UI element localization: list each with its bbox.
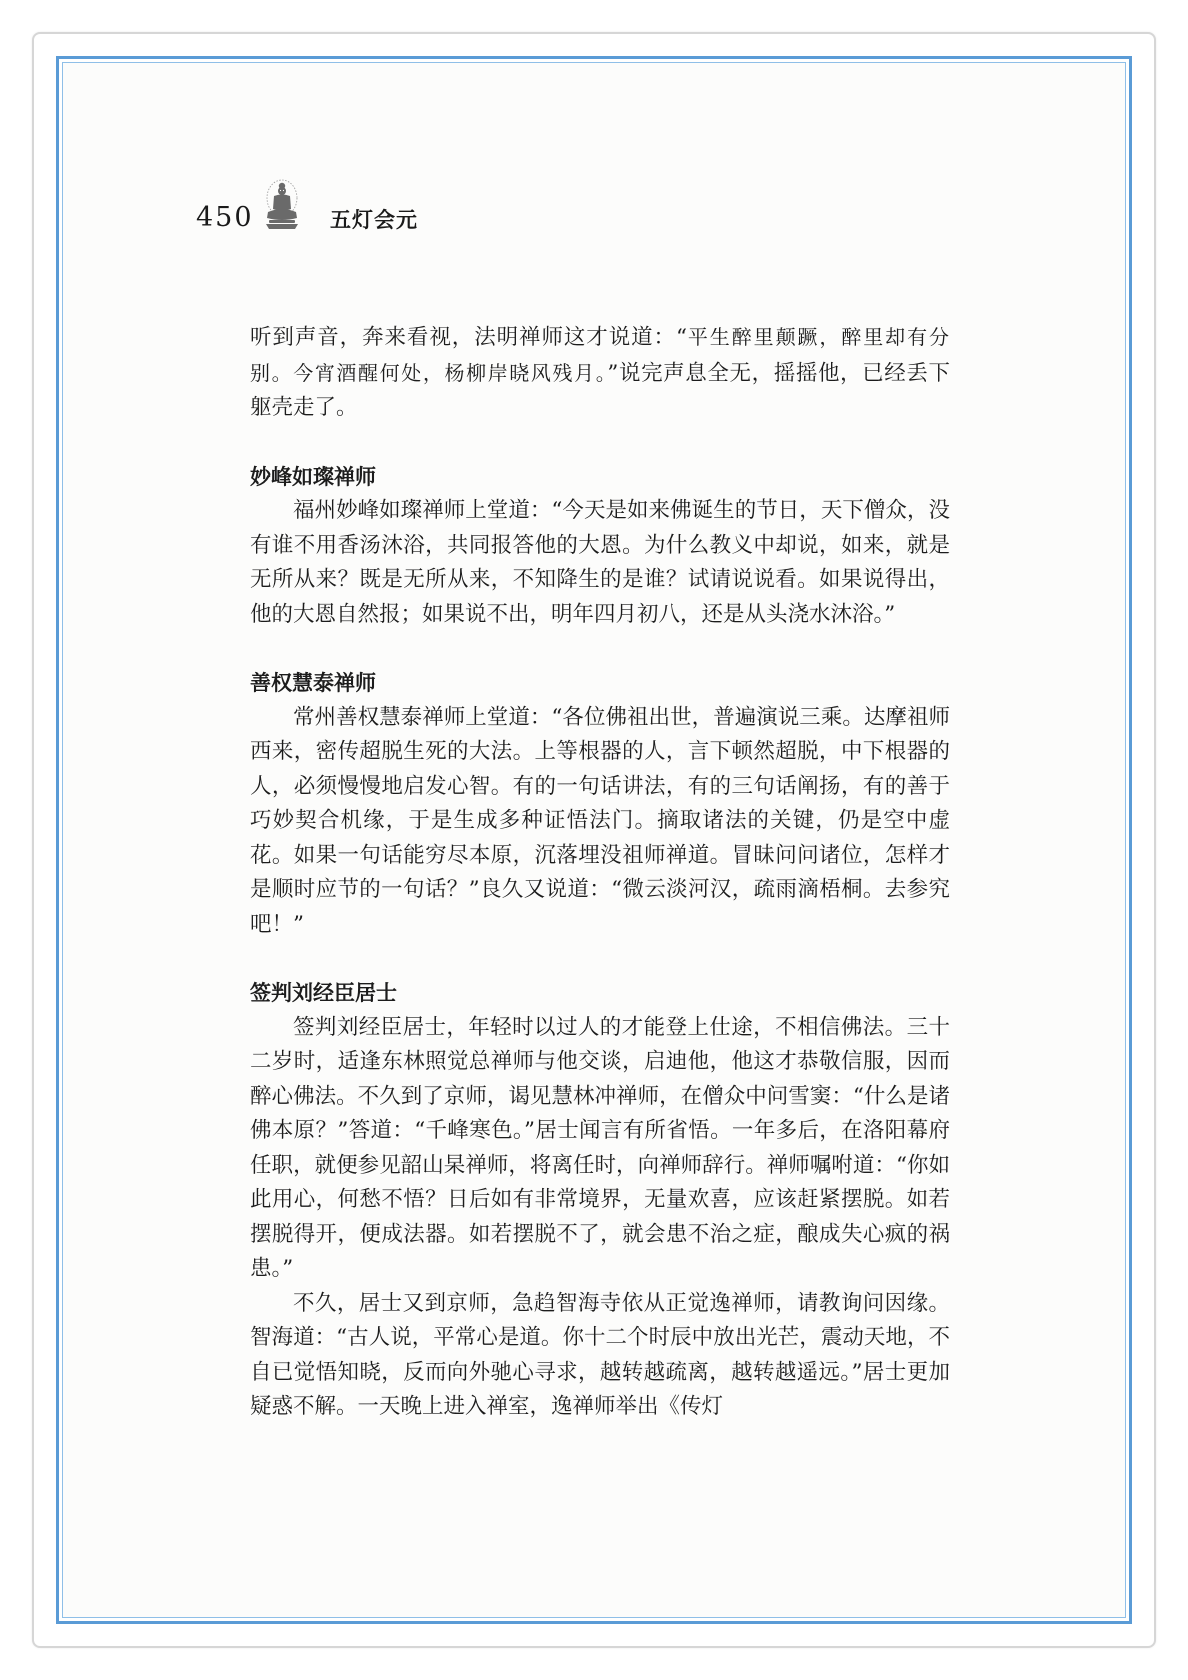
section-paragraph: 签判刘经臣居士，年轻时以过人的才能登上仕途，不相信佛法。三十二岁时，适逢东林照觉总禅师与他交谈，启迪他，他这才恭敬信服，因而醉心佛法。不久到了京师，谒见慧林冲禅师，在僧众中问雪窦：“什么是诸佛本原？”答道：“千峰寒色。”居士闻言有所省悟。一年多后，在洛阳幕府任职，就便参见韶山杲禅师，将离任时，向禅师辞行。禅师嘱咐道：“你如此用心，何愁不悟？日后如有非常境界，无量欢喜，应该赶紧摆脱。如若摆脱得开，便成法器。如若摆脱不了，就会患不治之症，酿成失心疯的祸患。” xyxy=(250,1014,950,1281)
section-paragraph: 福州妙峰如璨禅师上堂道：“今天是如来佛诞生的节日，天下僧众，没有谁不用香汤沐浴，共同报答他的大恩。为什么教义中却说，如来，就是无所从来？既是无所从来，不知降生的是谁？试请说说看。如果说得出，他的大恩自然报；如果说不出，明年四月初八，还是从头浇水沐浴。” xyxy=(250,498,950,627)
page-number: 450 xyxy=(196,202,254,233)
section-title: 妙峰如璨禅师 xyxy=(250,464,376,489)
intro-text: 听到声音，奔来看视，法明禅师这才说道：“ xyxy=(250,325,687,350)
intro-text-end: ”说完声息全无，摇摇他，已经丢下躯壳走了。 xyxy=(250,360,950,420)
quoted-verse: 平生醉里颠蹶，醉里却有分别。今宵酒醒何处，杨柳岸晓风残月。 xyxy=(250,325,951,385)
section-title: 签判刘经臣居士 xyxy=(250,981,397,1005)
running-head-title: 五灯会元 xyxy=(330,207,418,232)
page-header xyxy=(196,176,996,256)
intro-paragraph xyxy=(250,320,950,426)
section-paragraph: 不久，居士又到京师，急趋智海寺依从正觉逸禅师，请教询问因缘。智海道：“古人说，平常心是道。你十二个时辰中放出光芒，震动天地，不自已觉悟知晓，反而向外驰心寻求，越转越疏离，越转越遥远。”居士更加疑惑不解。一天晚上进入禅室，逸禅师举出《传灯 xyxy=(250,1290,950,1419)
seated-buddha-icon xyxy=(260,176,304,232)
section-paragraph: 常州善权慧泰禅师上堂道：“各位佛祖出世，普遍演说三乘。达摩祖师西来，密传超脱生死的大法。上等根器的人，言下顿然超脱，中下根器的人，必须慢慢地启发心智。有的一句话讲法，有的三句话阐扬，有的善于巧妙契合机缘，于是生成多种证悟法门。摘取诸法的关键，仍是空中虚花。如果一句话能穷尽本原，沉落埋没祖师禅道。冒昧问问诸位，怎样才是顺时应节的一句话？”良久又说道：“微云淡河汉，疏雨滴梧桐。去参究吧！” xyxy=(250,704,950,937)
page-body xyxy=(250,320,950,1425)
section-title: 善权慧泰禅师 xyxy=(250,671,376,695)
